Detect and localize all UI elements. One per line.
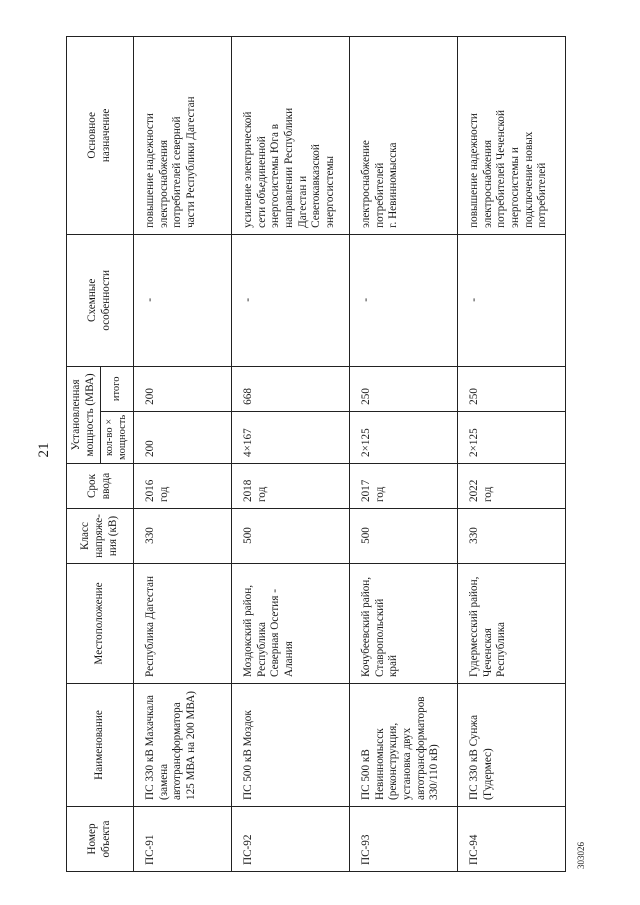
cell-location: Моздокский район, Республика Северная Осетия - Алания — [231, 564, 349, 684]
cell-object-no: ПС-92 — [231, 807, 349, 872]
cell-voltage: 500 — [349, 509, 457, 564]
cell-total: 250 — [457, 366, 565, 411]
cell-scheme: - — [457, 234, 565, 366]
cell-scheme: - — [133, 234, 231, 366]
cell-object-no: ПС-94 — [457, 807, 565, 872]
substations-table — [66, 36, 566, 872]
table-row — [457, 36, 565, 871]
header-object-no: Номер объекта — [67, 807, 134, 872]
header-purpose: Основное назначение — [67, 36, 134, 234]
header-location: Местоположение — [67, 564, 134, 684]
header-total: итого — [101, 366, 134, 411]
cell-location: Кочубеевский район, Ставропольский край — [349, 564, 457, 684]
cell-purpose: электроснабжение потребителей г. Невинномысска — [349, 36, 457, 234]
header-voltage-class: Класс напряже- ния (кВ) — [67, 509, 134, 564]
document-code: 303026 — [576, 842, 586, 869]
cell-purpose: повышение надежности электроснабжения потребителей Чеченской энергосистемы и подключение новых потребителей — [457, 36, 565, 234]
cell-location: Гудермесский район, Чеченская Республика — [457, 564, 565, 684]
page-number: 21 — [36, 442, 52, 458]
cell-purpose: повышение надежности электроснабжения потребителей северной части Республики Дагестан — [133, 36, 231, 234]
cell-scheme: - — [231, 234, 349, 366]
cell-total: 200 — [133, 366, 231, 411]
cell-total: 250 — [349, 366, 457, 411]
header-scheme: Схемные особенности — [67, 234, 134, 366]
cell-count-power: 200 — [133, 411, 231, 463]
cell-name: ПС 500 кВ Моздок — [231, 684, 349, 807]
header-count-power: кол-во × мощность — [101, 411, 134, 463]
cell-purpose: усиление электрической сети объединенной энергосистемы Юга в направлении Республики Дагестан и Севerокавказской энергосистемы — [231, 36, 349, 234]
cell-commissioning: 2017 год — [349, 464, 457, 509]
cell-name: ПС 500 кВ Невинномысск (реконструкция, установка двух автотрансформаторов 330/110 кВ) — [349, 684, 457, 807]
header-row — [67, 36, 101, 871]
header-commissioning: Срок ввода — [67, 464, 134, 509]
cell-name: ПС 330 кВ Махачкала (замена автотрансформатора 125 МВА на 200 МВА) — [133, 684, 231, 807]
cell-count-power: 2×125 — [349, 411, 457, 463]
cell-scheme: - — [349, 234, 457, 366]
table-row — [133, 36, 231, 871]
cell-count-power: 4×167 — [231, 411, 349, 463]
cell-object-no: ПС-93 — [349, 807, 457, 872]
header-installed-capacity: Установленная мощность (МВА) — [67, 366, 101, 463]
cell-commissioning: 2018 год — [231, 464, 349, 509]
header-name: Наименование — [67, 684, 134, 807]
cell-total: 668 — [231, 366, 349, 411]
cell-commissioning: 2022 год — [457, 464, 565, 509]
cell-voltage: 500 — [231, 509, 349, 564]
cell-voltage: 330 — [133, 509, 231, 564]
cell-commissioning: 2016 год — [133, 464, 231, 509]
cell-count-power: 2×125 — [457, 411, 565, 463]
table-row — [231, 36, 349, 871]
cell-name: ПС 330 кВ Сунжа (Гудермес) — [457, 684, 565, 807]
cell-voltage: 330 — [457, 509, 565, 564]
table-row — [349, 36, 457, 871]
cell-location: Республика Дагестан — [133, 564, 231, 684]
cell-object-no: ПС-91 — [133, 807, 231, 872]
